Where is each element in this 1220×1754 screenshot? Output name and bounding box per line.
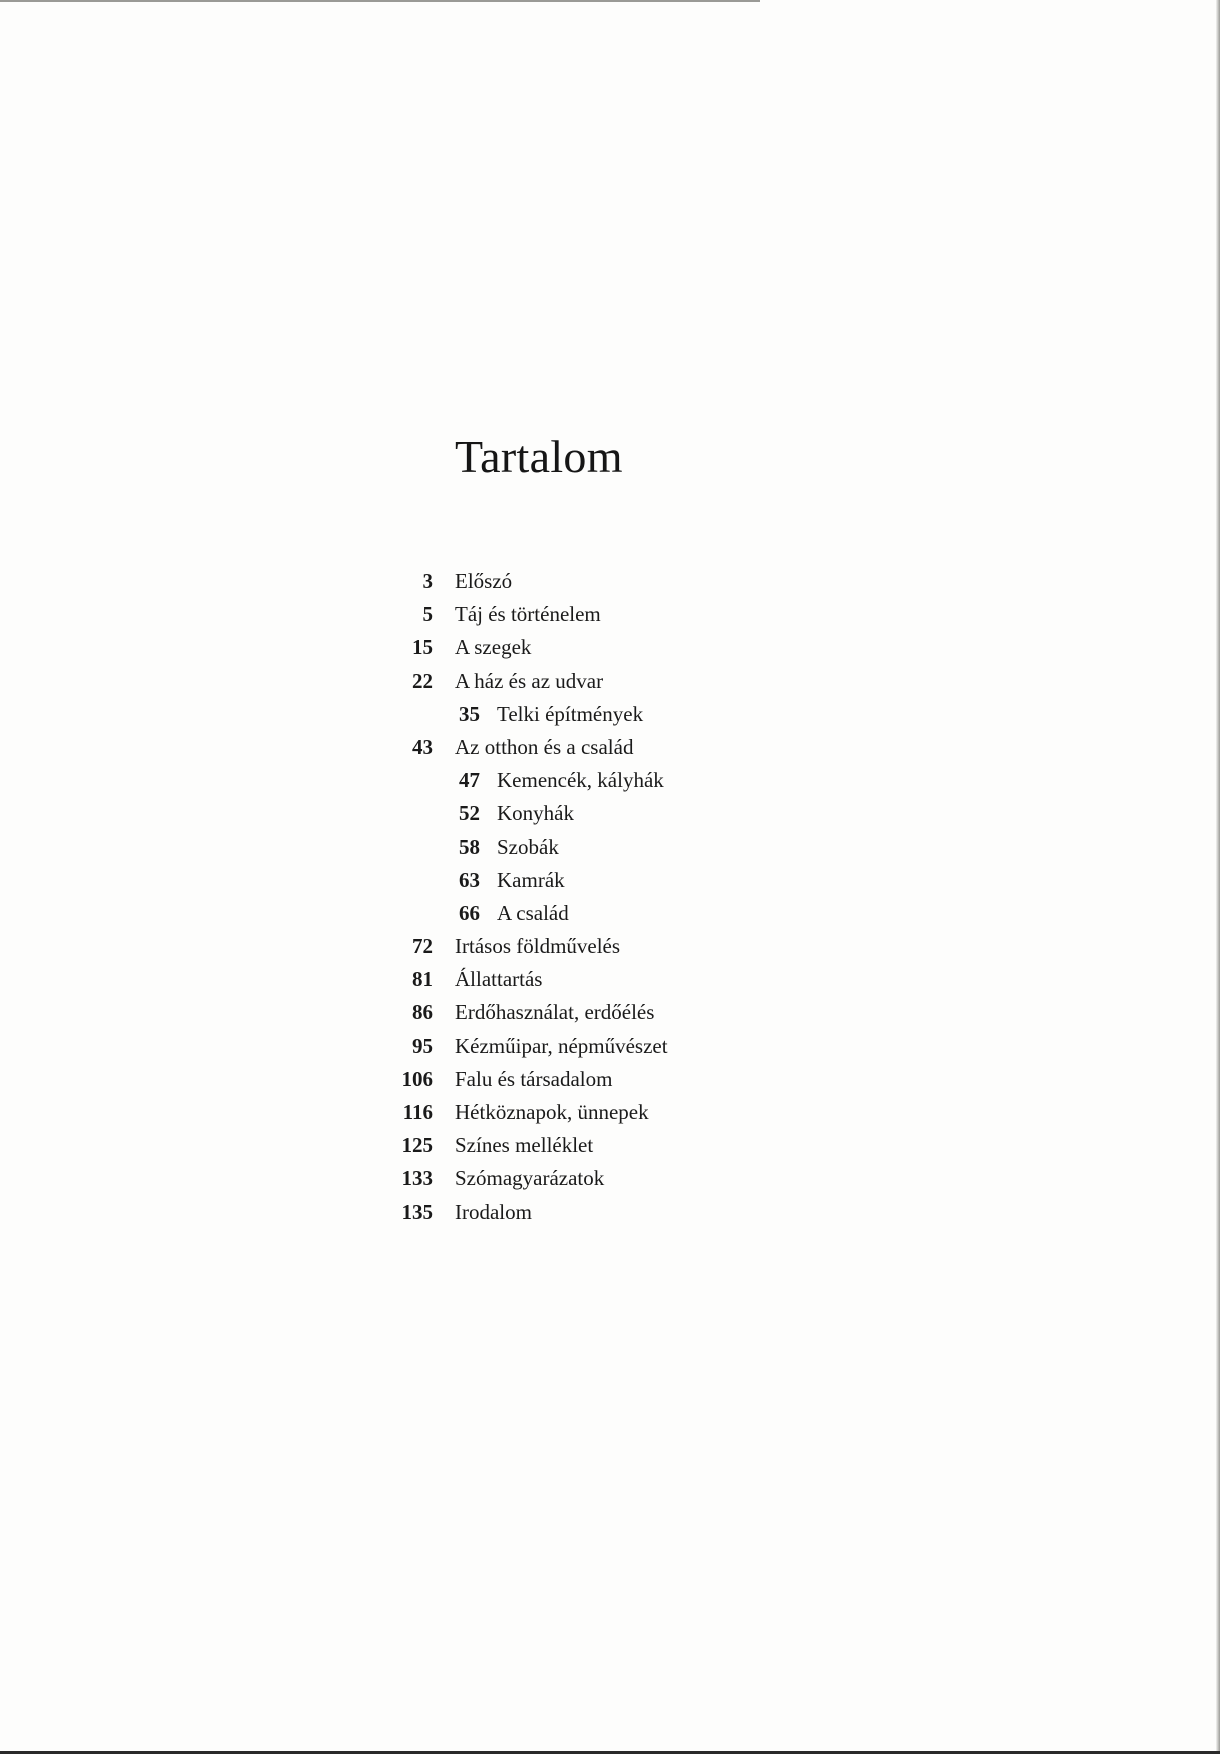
- toc-entry: [0, 1096, 1220, 1129]
- toc-entry-title: Állattartás: [455, 967, 543, 992]
- toc-entry: [0, 1162, 1220, 1195]
- toc-entry-title: A ház és az udvar: [455, 668, 604, 693]
- toc-page-number: 63: [459, 867, 480, 892]
- toc-entry-title: Előszó: [455, 569, 513, 593]
- toc-entry: [0, 1063, 1220, 1096]
- toc-entry-title: Színes melléklet: [455, 1133, 594, 1158]
- toc-page-number: 22: [412, 668, 433, 693]
- toc-entry-title: Hétköznapok, ünnepek: [455, 1100, 649, 1124]
- toc-entry-title: Szobák: [497, 834, 559, 859]
- toc-page-number: 35: [459, 701, 480, 726]
- toc-entry-title: Szómagyarázatok: [455, 1166, 605, 1191]
- toc-entry-title: Kemencék, kályhák: [497, 768, 664, 793]
- toc-entry-title: Irodalom: [455, 1199, 532, 1224]
- toc-page-number: 43: [412, 734, 433, 759]
- table-of-contents: [0, 565, 1220, 1229]
- toc-page-number: 81: [412, 967, 433, 992]
- toc-entry: [0, 1196, 1220, 1229]
- toc-page-number: 58: [459, 834, 480, 859]
- toc-entry-title: Falu és társadalom: [455, 1066, 613, 1091]
- toc-page-number: 95: [412, 1033, 433, 1058]
- toc-page-number: 52: [459, 801, 480, 826]
- toc-entry: [0, 963, 1220, 996]
- toc-entry: [0, 897, 1220, 930]
- toc-entry-title: Az otthon és a család: [455, 734, 634, 759]
- toc-entry: [0, 665, 1220, 698]
- toc-page-number: 3: [422, 569, 433, 593]
- toc-entry-title: Erdőhasználat, erdőélés: [455, 1000, 655, 1025]
- toc-entry: [0, 631, 1220, 664]
- toc-entry: [0, 598, 1220, 631]
- toc-entry: [0, 698, 1220, 731]
- toc-entry: [0, 1129, 1220, 1162]
- toc-entry: [0, 731, 1220, 764]
- toc-entry-title: Irtásos földművelés: [455, 934, 621, 959]
- toc-entry-title: Konyhák: [497, 801, 574, 826]
- toc-page-number: 125: [401, 1133, 433, 1158]
- toc-page-number: 106: [401, 1066, 433, 1091]
- toc-page-number: 15: [412, 635, 433, 660]
- toc-entry-title: Kézműipar, népművészet: [455, 1033, 668, 1058]
- toc-entry-title: Kamrák: [497, 867, 565, 892]
- toc-page-number: 72: [412, 934, 433, 959]
- toc-entry: [0, 1030, 1220, 1063]
- page-top-edge: [0, 0, 760, 2]
- toc-page-number: 5: [422, 602, 433, 627]
- toc-entry-title: A szegek: [455, 635, 532, 660]
- toc-entry: [0, 996, 1220, 1029]
- toc-entry: [0, 930, 1220, 963]
- toc-entry: [0, 864, 1220, 897]
- toc-entry-title: Táj és történelem: [455, 602, 601, 627]
- toc-page-number: 135: [401, 1199, 433, 1224]
- toc-page-number: 133: [401, 1166, 433, 1191]
- toc-page-number: 47: [459, 768, 480, 793]
- page-title: Tartalom: [455, 431, 623, 482]
- toc-entry: [0, 831, 1220, 864]
- toc-entry: [0, 764, 1220, 797]
- toc-page-number: 116: [402, 1100, 433, 1124]
- toc-page-number: 66: [459, 900, 480, 925]
- toc-entry: [0, 565, 1220, 598]
- toc-entry-title: Telki építmények: [497, 701, 644, 726]
- toc-entry: [0, 797, 1220, 830]
- toc-page-number: 86: [412, 1000, 433, 1025]
- toc-entry-title: A család: [497, 900, 569, 925]
